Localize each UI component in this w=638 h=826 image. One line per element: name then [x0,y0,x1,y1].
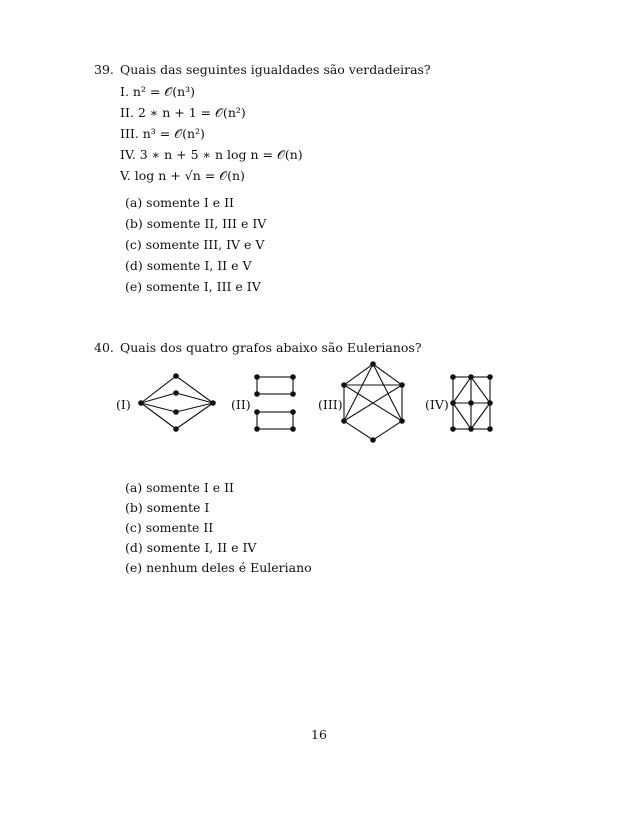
statement-4: IV. 3 ∗ n + 5 ∗ n log n = 𝒪(n) [120,147,303,162]
question-prompt: Quais das seguintes igualdades são verdadeiras? [120,62,431,77]
graph-label-i: (I) [116,397,131,412]
question-number: 40. [94,340,114,355]
statement-3: III. n³ = 𝒪(n²) [120,126,205,141]
q39-option-e: (e) somente I, III e IV [125,279,261,294]
graph-iii [344,364,402,440]
graph-i [141,376,213,429]
page-number: 16 [311,727,327,742]
statement-1: I. n² = 𝒪(n³) [120,84,196,99]
statement-5: V. log n + √n = 𝒪(n) [120,168,245,183]
question-number: 39. [94,62,114,77]
graph-label-iii: (III) [318,397,343,412]
q40-option-b: (b) somente I [125,500,210,515]
graph-label-ii: (II) [231,397,251,412]
q39-option-b: (b) somente II, III e IV [125,216,267,231]
q39-option-a: (a) somente I e II [125,195,234,210]
statement-2: II. 2 ∗ n + 1 = 𝒪(n²) [120,105,246,120]
q40-option-e: (e) nenhum deles é Euleriano [125,560,312,575]
graph-label-iv: (IV) [425,397,449,412]
q40-option-c: (c) somente II [125,520,214,535]
graph-ii [257,377,293,429]
q40-option-d: (d) somente I, II e IV [125,540,257,555]
q39-option-d: (d) somente I, II e V [125,258,252,273]
question-prompt: Quais dos quatro grafos abaixo são Eulerianos? [120,340,422,355]
q39-option-c: (c) somente III, IV e V [125,237,265,252]
q40-option-a: (a) somente I e II [125,480,234,495]
